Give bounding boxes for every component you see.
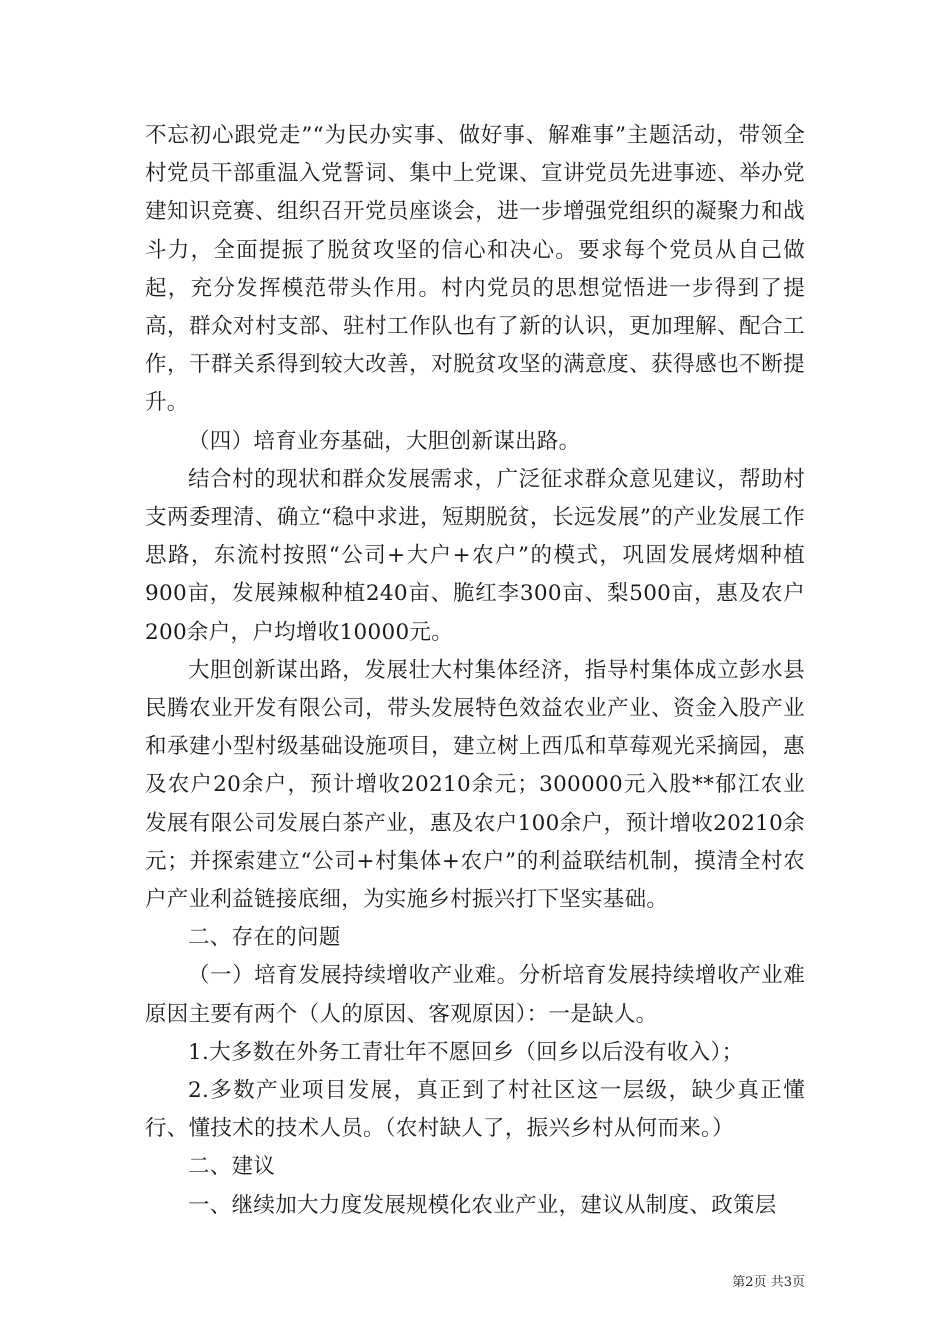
footer-total-pages: 3 xyxy=(783,1275,792,1290)
footer-suffix: 页 xyxy=(791,1275,805,1290)
page-number-footer xyxy=(600,1271,805,1290)
heading-existing-problems: 二、存在的问题 xyxy=(188,925,341,951)
paragraph-party-activities: 不忘初心跟党走”“为民办实事、做好事、解难事”主题活动，带领全村党员干部重温入党誓词、集中上党课、宣讲党员先进事迹、举办党建知识竞赛、组织召开党员座谈会，进一步增强党组织的凝聚力和战斗力，全面提振了脱贫攻坚的信心和决心。要求每个党员从自己做起，充分发挥模范带头作用。村内党员的思想觉悟进一步得到了提高，群众对村支部、驻村工作队也有了新的认识，更加理解、配合工作，干群关系得到较大改善，对脱贫攻坚的满意度、获得感也不断提升。 xyxy=(145,123,805,416)
paragraph-industry-development: 结合村的现状和群众发展需求，广泛征求群众意见建议，帮助村支两委理清、确立“稳中求进，短期脱贫，长远发展”的产业发展工作思路，东流村按照“公司+大户+农户”的模式，巩固发展烤烟种植900亩，发展辣椒种植240亩、脆红李300亩、梨500亩，惠及农户200余户，户均增收10000元。 xyxy=(145,466,805,645)
heading-section-four: （四）培育业夯基础，大胆创新谋出路。 xyxy=(188,428,581,454)
document-body xyxy=(145,117,805,1225)
footer-current-page: 2 xyxy=(745,1275,754,1290)
list-item-problem-2: 2.多数产业项目发展，真正到了村社区这一层级，缺少真正懂行、懂技术的技术人员。（农村缺人了，振兴乡村从何而来。） xyxy=(145,1078,805,1142)
paragraph-problem-one: （一）培育发展持续增收产业难。分析培育发展持续增收产业难原因主要有两个（人的原因、客观原因）：一是缺人。 xyxy=(145,963,805,1027)
footer-prefix: 第 xyxy=(732,1275,746,1290)
footer-middle: 页 共 xyxy=(753,1275,784,1290)
paragraph-collective-economy: 大胆创新谋出路，发展壮大村集体经济，指导村集体成立彭水县民腾农业开发有限公司，带头发展特色效益农业产业、资金入股产业和承建小型村级基础设施项目，建立树上西瓜和草莓观光采摘园，惠及农户20余户，预计增收20210余元；300000元入股**郁江农业发展有限公司发展白茶产业，惠及农户100余户，预计增收20210余元；并探索建立“公司+村集体+农户”的利益联结机制，摸清全村农户产业利益链接底细，为实施乡村振兴打下坚实基础。 xyxy=(145,657,805,913)
heading-suggestions: 二、建议 xyxy=(188,1154,276,1180)
list-item-problem-1: 1.大多数在外务工青壮年不愿回乡（回乡以后没有收入）； xyxy=(188,1039,744,1065)
paragraph-suggestion-one: 一、继续加大力度发展规模化农业产业，建议从制度、政策层 xyxy=(188,1192,777,1218)
